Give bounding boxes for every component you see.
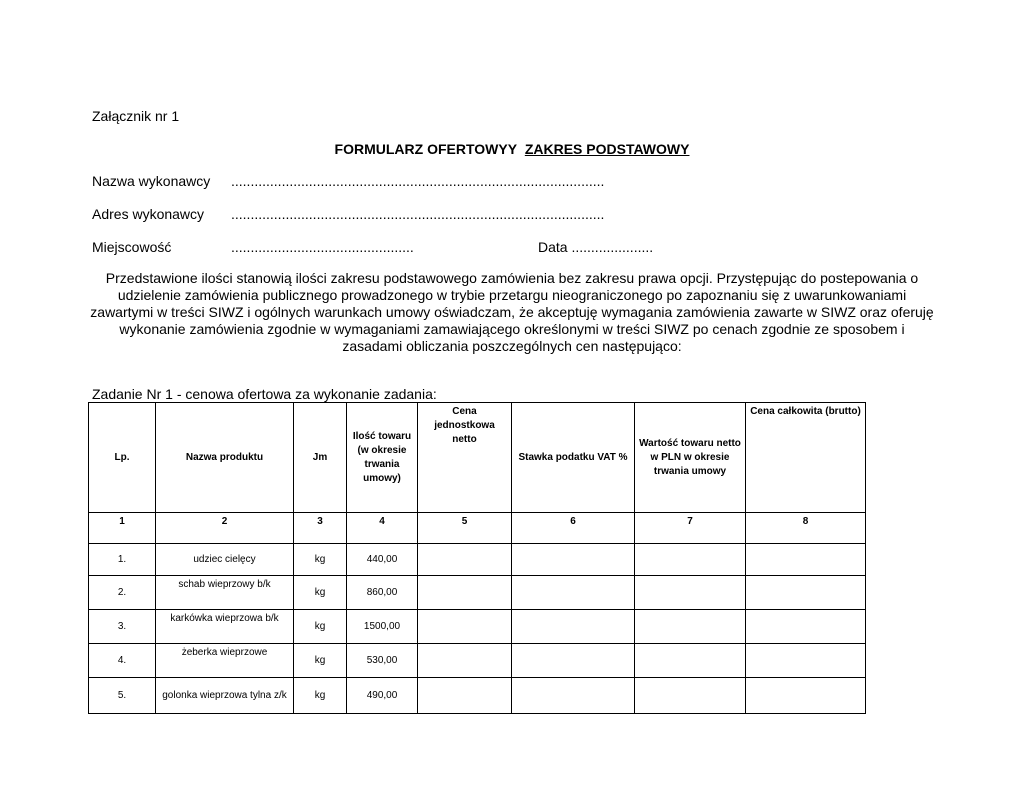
row-vat-cell[interactable] xyxy=(512,576,635,610)
table-header-row xyxy=(89,403,866,513)
task-heading: Zadanie Nr 1 - cenowa ofertowa za wykonanie zadania: xyxy=(92,386,437,402)
row-net-value-cell[interactable] xyxy=(635,678,746,714)
header-quantity: Ilość towaru (w okresie trwania umowy) xyxy=(347,403,418,513)
table-row xyxy=(89,544,866,576)
row-unit: kg xyxy=(294,644,347,678)
row-unit: kg xyxy=(294,544,347,576)
row-quantity: 530,00 xyxy=(347,644,418,678)
contractor-address-label: Adres wykonawcy xyxy=(92,206,205,222)
row-net-value-cell[interactable] xyxy=(635,576,746,610)
header-product-name: Nazwa produktu xyxy=(156,403,294,513)
row-lp: 3. xyxy=(89,610,156,644)
row-gross-price-cell[interactable] xyxy=(746,544,866,576)
offer-table xyxy=(88,402,866,714)
row-product-name: karkówka wieprzowa b/k xyxy=(156,610,294,644)
row-product-name: schab wieprzowy b/k xyxy=(156,576,294,610)
table-row xyxy=(89,644,866,678)
row-unit: kg xyxy=(294,576,347,610)
form-title xyxy=(0,141,1024,157)
row-product-name: udziec cielęcy xyxy=(156,544,294,576)
column-number: 2 xyxy=(156,513,294,544)
column-number: 4 xyxy=(347,513,418,544)
row-net-value-cell[interactable] xyxy=(635,644,746,678)
row-unit-price-cell[interactable] xyxy=(418,644,512,678)
row-gross-price-cell[interactable] xyxy=(746,610,866,644)
row-net-value-cell[interactable] xyxy=(635,544,746,576)
column-number: 5 xyxy=(418,513,512,544)
header-gross-price: Cena całkowita (brutto) xyxy=(746,403,866,513)
table-row xyxy=(89,610,866,644)
table-row xyxy=(89,576,866,610)
date-field: Data ..................... xyxy=(538,239,654,255)
row-net-value-cell[interactable] xyxy=(635,610,746,644)
column-number: 8 xyxy=(746,513,866,544)
column-number: 3 xyxy=(294,513,347,544)
row-lp: 4. xyxy=(89,644,156,678)
row-unit: kg xyxy=(294,678,347,714)
row-unit: kg xyxy=(294,610,347,644)
row-quantity: 490,00 xyxy=(347,678,418,714)
header-unit: Jm xyxy=(294,403,347,513)
intro-paragraph: Przedstawione ilości stanowią ilości zakresu podstawowego zamówienia bez zakresu prawa opcji. Przystępując do postepowania o udzielenie zamówienia publicznego prowadzonego w trybie przetargu nieograniczonego po zapoznaniu się z uwarunkowaniami zawartymi w treści SIWZ i ogólnych warunkach umowy oświadczam, że akceptuję wymagania zamówienia zawarte w SIWZ oraz oferuję wykonanie zamówienia zgodnie w wymaganiami zamawiającego określonymi w treści SIWZ po cenach zgodnie ze sposobem i zasadami obliczania poszczególnych cen następująco: xyxy=(90,270,934,354)
row-unit-price-cell[interactable] xyxy=(418,576,512,610)
contractor-name-label: Nazwa wykonawcy xyxy=(92,173,211,189)
city-label: Miejscowość xyxy=(92,239,172,255)
row-lp: 5. xyxy=(89,678,156,714)
row-gross-price-cell[interactable] xyxy=(746,576,866,610)
column-number: 7 xyxy=(635,513,746,544)
row-vat-cell[interactable] xyxy=(512,678,635,714)
row-product-name: golonka wieprzowa tylna z/k xyxy=(156,678,294,714)
row-unit-price-cell[interactable] xyxy=(418,610,512,644)
table-row xyxy=(89,678,866,714)
row-quantity: 860,00 xyxy=(347,576,418,610)
form-title-main: FORMULARZ OFERTOWYY xyxy=(334,141,518,157)
row-lp: 2. xyxy=(89,576,156,610)
city-field: ............................................... xyxy=(231,239,414,255)
table-number-row xyxy=(89,513,866,544)
row-unit-price-cell[interactable] xyxy=(418,678,512,714)
row-quantity: 440,00 xyxy=(347,544,418,576)
header-unit-price: Cena jednostkowa netto xyxy=(418,403,512,513)
header-lp: Lp. xyxy=(89,403,156,513)
header-net-value: Wartość towaru netto w PLN w okresie trwania umowy xyxy=(635,403,746,513)
contractor-name-field: ................................................................................................ xyxy=(231,173,605,189)
row-vat-cell[interactable] xyxy=(512,610,635,644)
row-quantity: 1500,00 xyxy=(347,610,418,644)
row-gross-price-cell[interactable] xyxy=(746,644,866,678)
attachment-label: Załącznik nr 1 xyxy=(92,108,180,124)
column-number: 1 xyxy=(89,513,156,544)
form-title-scope: ZAKRES PODSTAWOWY xyxy=(524,141,690,157)
row-vat-cell[interactable] xyxy=(512,544,635,576)
column-number: 6 xyxy=(512,513,635,544)
row-product-name: żeberka wieprzowe xyxy=(156,644,294,678)
row-lp: 1. xyxy=(89,544,156,576)
header-vat-rate: Stawka podatku VAT % xyxy=(512,403,635,513)
row-unit-price-cell[interactable] xyxy=(418,544,512,576)
row-vat-cell[interactable] xyxy=(512,644,635,678)
contractor-address-field: ................................................................................................ xyxy=(231,206,605,222)
row-gross-price-cell[interactable] xyxy=(746,678,866,714)
